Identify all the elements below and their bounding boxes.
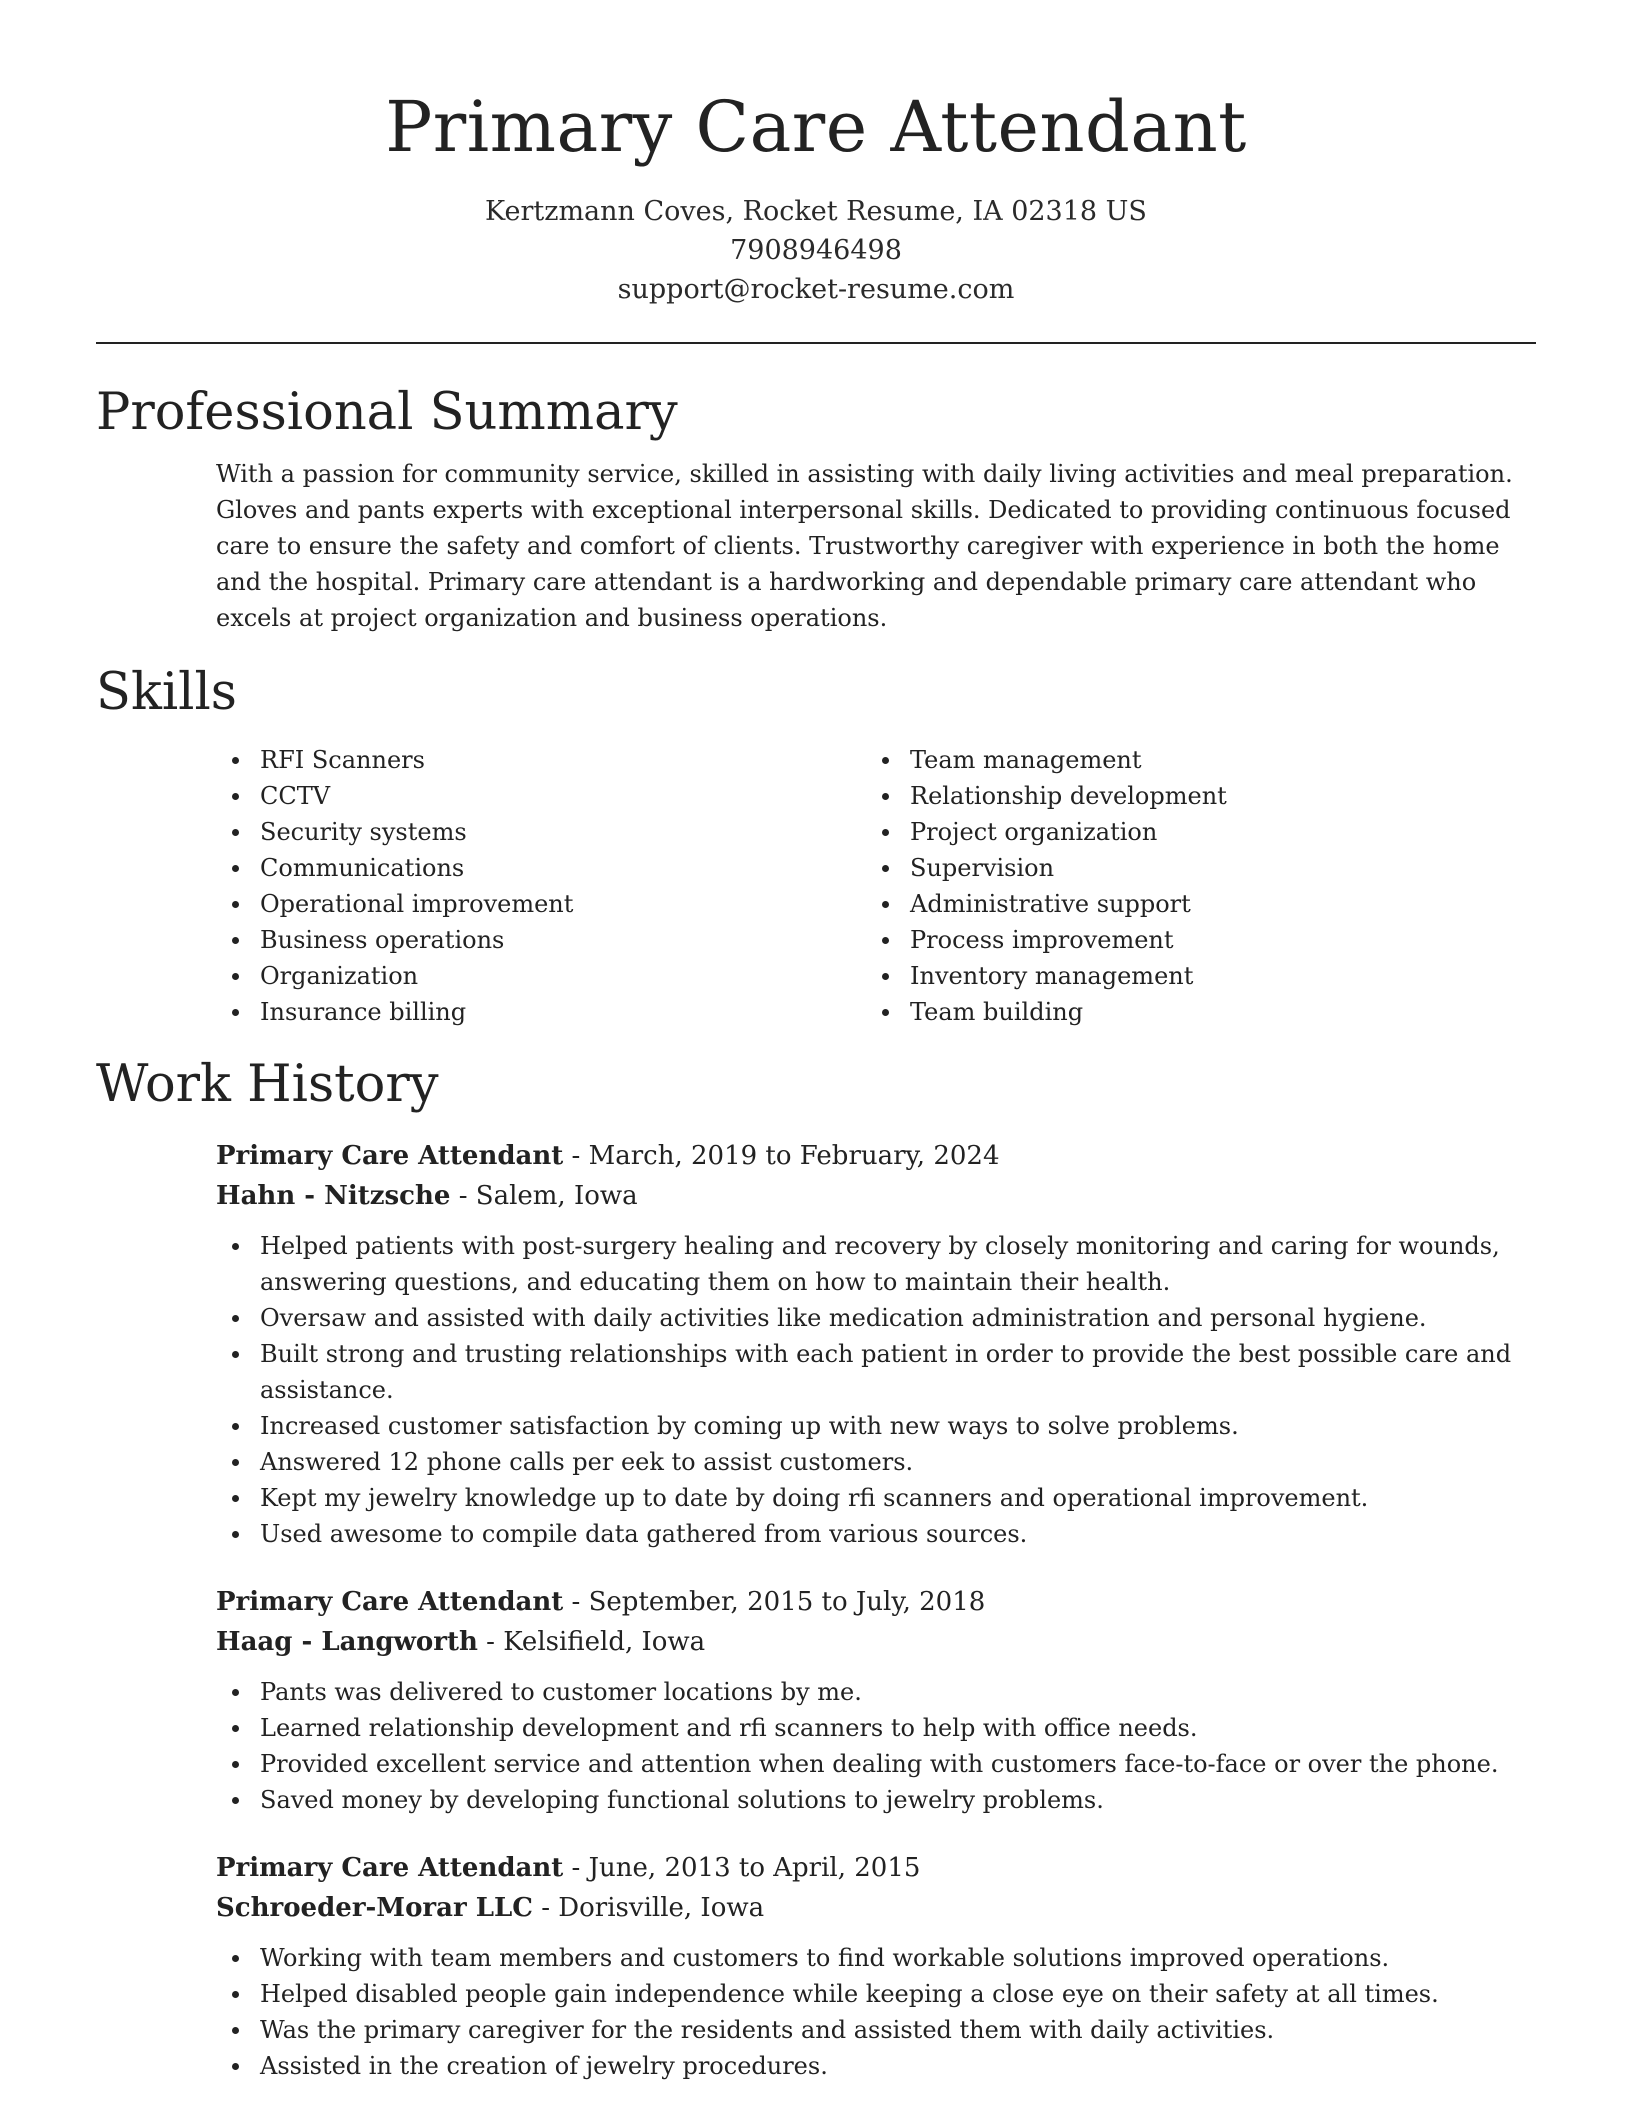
skills-list [216, 742, 1536, 1030]
header-divider [96, 342, 1536, 344]
skill-item: Project organization [866, 814, 1516, 850]
job-title: Primary Care Attendant [216, 1853, 564, 1883]
duty-item: Learned relationship development and rfi scanners to help with office needs. [216, 1710, 1556, 1746]
job-company: Haag - Langworth [216, 1627, 478, 1657]
job-duties [216, 1228, 1556, 1552]
skill-item: Organization [216, 958, 866, 994]
address: Kertzmann Coves, Rocket Resume, IA 02318 US [485, 196, 1147, 227]
summary-heading: Professional Summary [96, 383, 678, 442]
duty-item: Helped patients with post-surgery healing and recovery by closely monitoring and caring for wounds, answering questions, and educating them on how to maintain their health. [216, 1228, 1556, 1300]
email: support@rocket-resume.com [617, 274, 1015, 305]
job-title-line [216, 1136, 1536, 1176]
job-company-line [216, 1622, 1536, 1662]
duty-item: Answered 12 phone calls per eek to assist customers. [216, 1444, 1556, 1480]
duty-item: Saved money by developing functional solutions to jewelry problems. [216, 1782, 1556, 1818]
job-dates: - September, 2015 to July, 2018 [563, 1587, 986, 1617]
contact-info [0, 192, 1632, 309]
job-duties [216, 1674, 1556, 1818]
skill-item: Administrative support [866, 886, 1516, 922]
job-location: - Dorisville, Iowa [532, 1893, 765, 1923]
skill-item: Inventory management [866, 958, 1516, 994]
duty-item: Built strong and trusting relationships with each patient in order to provide the best possible care and assistance. [216, 1336, 1556, 1408]
job-entry [216, 1582, 1536, 1818]
skill-item: RFI Scanners [216, 742, 866, 778]
duty-item: Was the primary caregiver for the residents and assisted them with daily activities. [216, 2012, 1556, 2048]
job-dates: - June, 2013 to April, 2015 [563, 1853, 921, 1883]
job-entry [216, 1848, 1536, 2084]
skill-item: Business operations [216, 922, 866, 958]
job-duties [216, 1940, 1556, 2084]
job-location: - Kelsifield, Iowa [477, 1627, 706, 1657]
skill-item: Team management [866, 742, 1516, 778]
skills-heading: Skills [96, 663, 237, 722]
job-title-line [216, 1848, 1536, 1888]
skill-item: Communications [216, 850, 866, 886]
duty-item: Provided excellent service and attention when dealing with customers face-to-face or over the phone. [216, 1746, 1556, 1782]
job-company: Hahn - Nitzsche [216, 1181, 451, 1211]
work-history-heading: Work History [96, 1055, 439, 1114]
skill-item: Insurance billing [216, 994, 866, 1030]
candidate-name: Primary Care Attendant [385, 86, 1247, 168]
skill-item: Supervision [866, 850, 1516, 886]
skill-item: Operational improvement [216, 886, 866, 922]
job-title: Primary Care Attendant [216, 1587, 564, 1617]
summary-text: With a passion for community service, skilled in assisting with daily living activities and meal preparation. Gloves and pants experts with exceptional interpersonal skills. Dedicated to providing continuous focused care to ensure the safety and comfort of clients. Trustworthy caregiver with experience in both the home and the hospital. Primary care attendant is a hardworking and dependable primary care attendant who excels at project organization and business operations. [216, 460, 1513, 632]
resume-body [96, 378, 1536, 2084]
job-company-line [216, 1176, 1536, 1216]
job-company: Schroeder-Morar LLC [216, 1893, 533, 1923]
job-location: - Salem, Iowa [450, 1181, 638, 1211]
duty-item: Working with team members and customers to find workable solutions improved operations. [216, 1940, 1556, 1976]
duty-item: Helped disabled people gain independence while keeping a close eye on their safety at all times. [216, 1976, 1556, 2012]
skill-item: Team building [866, 994, 1516, 1030]
skill-item: CCTV [216, 778, 866, 814]
job-company-line [216, 1888, 1536, 1928]
job-dates: - March, 2019 to February, 2024 [563, 1141, 1000, 1171]
skills-column-2 [866, 742, 1516, 1030]
duty-item: Assisted in the creation of jewelry procedures. [216, 2048, 1556, 2084]
skills-column-1 [216, 742, 866, 1030]
duty-item: Oversaw and assisted with daily activities like medication administration and personal hygiene. [216, 1300, 1556, 1336]
job-entry [216, 1136, 1536, 1552]
skill-item: Process improvement [866, 922, 1516, 958]
duty-item: Increased customer satisfaction by coming up with new ways to solve problems. [216, 1408, 1556, 1444]
resume-header [0, 82, 1632, 309]
phone: 7908946498 [730, 235, 902, 266]
job-title: Primary Care Attendant [216, 1141, 564, 1171]
job-title-line [216, 1582, 1536, 1622]
duty-item: Pants was delivered to customer locations by me. [216, 1674, 1556, 1710]
skill-item: Relationship development [866, 778, 1516, 814]
duty-item: Kept my jewelry knowledge up to date by doing rfi scanners and operational improvement. [216, 1480, 1556, 1516]
skill-item: Security systems [216, 814, 866, 850]
duty-item: Used awesome to compile data gathered from various sources. [216, 1516, 1556, 1552]
